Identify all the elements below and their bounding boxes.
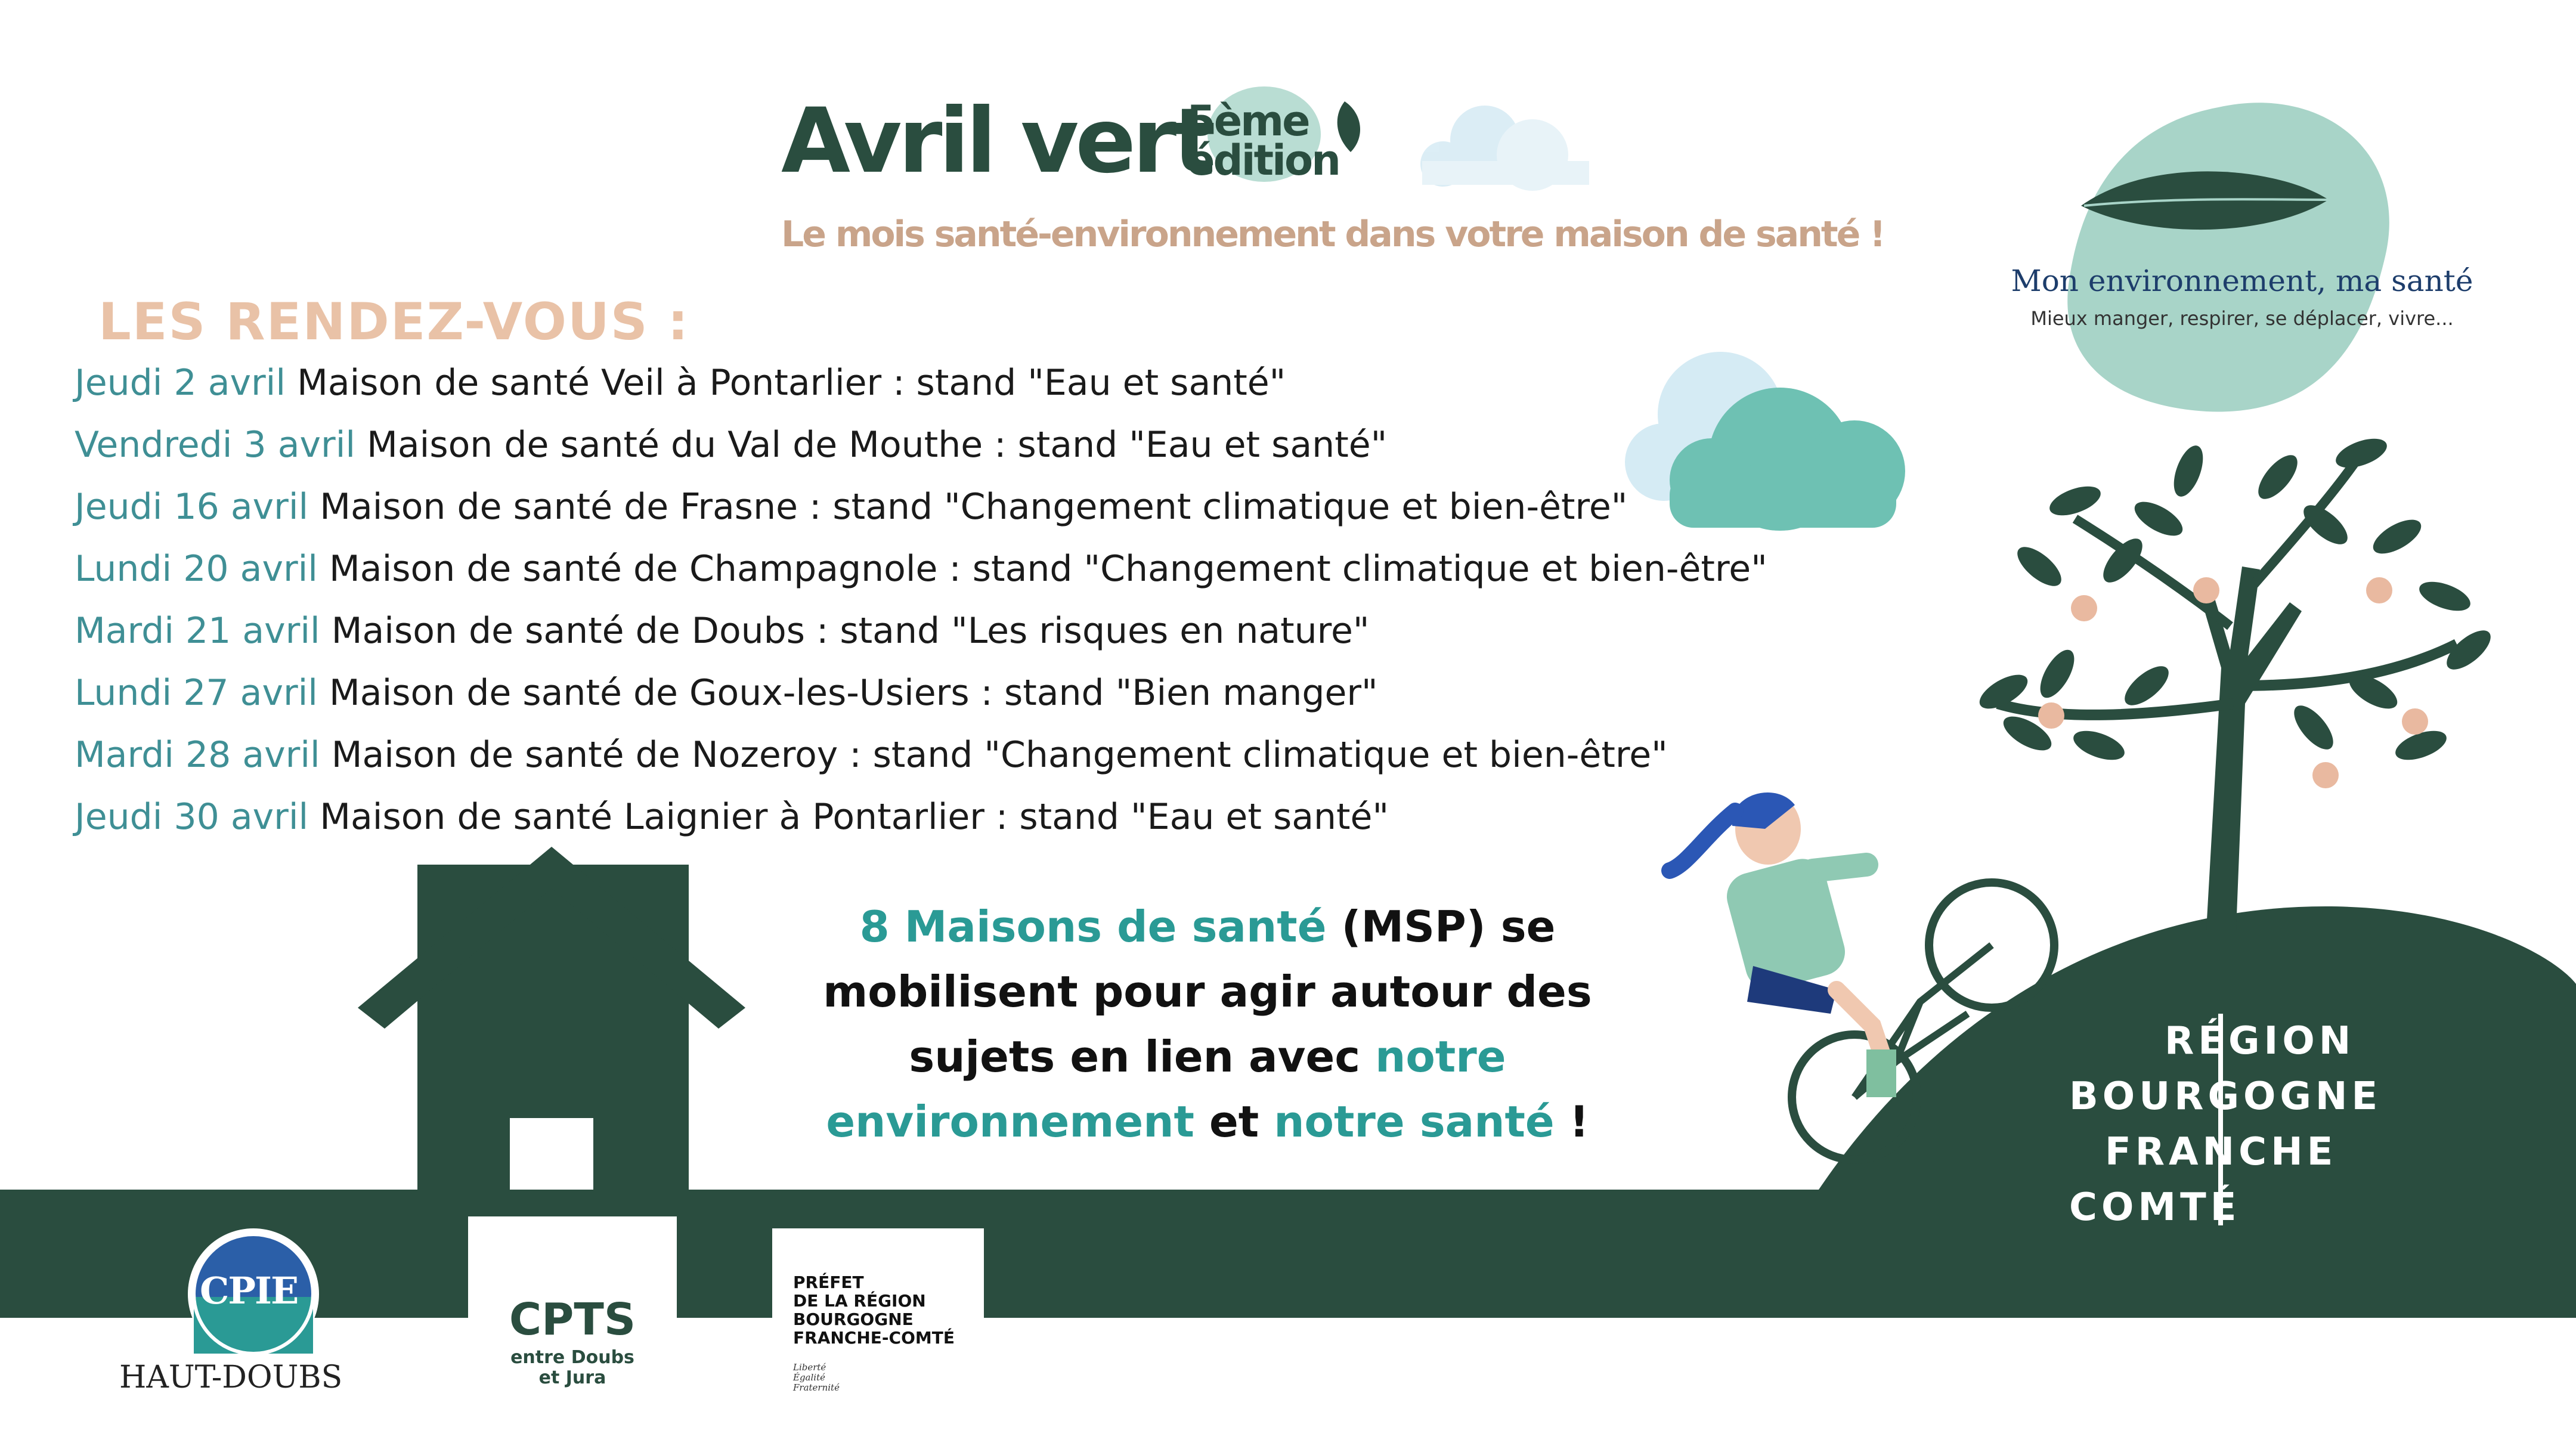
event-item xyxy=(75,600,1983,662)
region-line-1: RÉGION xyxy=(2165,1019,2355,1063)
motto-line: Fraternité xyxy=(793,1382,840,1393)
edition-line-1: 5ème xyxy=(1187,97,1309,145)
prefet-motto xyxy=(793,1363,840,1393)
prefet-line: DE LA RÉGION xyxy=(793,1291,926,1311)
event-text: Maison de santé de Nozeroy : stand "Changement climatique et bien-être" xyxy=(320,734,1668,776)
edition-line-2: édition xyxy=(1187,136,1339,185)
event-item xyxy=(75,414,1983,476)
event-item xyxy=(75,724,1983,786)
event-item xyxy=(75,786,1983,848)
cpie-label: HAUT-DOUBS xyxy=(119,1360,343,1395)
motto-line: Égalité xyxy=(793,1372,825,1383)
event-date: Jeudi 30 avril xyxy=(75,796,309,838)
edition-label xyxy=(1187,97,1339,185)
event-date: Mardi 21 avril xyxy=(75,610,320,652)
event-item xyxy=(75,352,1983,414)
cpts-name: CPTS xyxy=(509,1294,636,1345)
cloud-icon xyxy=(1420,106,1589,191)
msp-message xyxy=(775,894,1640,1154)
prefet-text xyxy=(793,1273,955,1347)
event-date: Lundi 27 avril xyxy=(75,672,318,714)
cpts-sub-line-2: et Jura xyxy=(538,1367,606,1388)
region-logo xyxy=(2069,1014,2382,1236)
msp-text: (MSP) se mobilisent pour agir autour des sujets en lien avec xyxy=(823,902,1592,1082)
motto-line: Liberté xyxy=(793,1362,826,1373)
event-text: Maison de santé Laignier à Pontarlier : stand "Eau et santé" xyxy=(308,796,1389,838)
cpts-sub-line-1: entre Doubs xyxy=(510,1347,634,1368)
event-date: Mardi 28 avril xyxy=(75,734,320,776)
event-text: Maison de santé de Champagnole : stand "Changement climatique et bien-être" xyxy=(317,548,1767,590)
event-text: Maison de santé Veil à Pontarlier : stand "Eau et santé" xyxy=(286,362,1286,404)
event-item xyxy=(75,476,1983,538)
house-icon xyxy=(358,847,745,1199)
prefet-line: BOURGOGNE xyxy=(793,1309,914,1329)
region-line-2: BOURGOGNE xyxy=(2069,1075,2382,1119)
event-date: Vendredi 3 avril xyxy=(75,424,356,466)
badge-subtitle: Mieux manger, respirer, se déplacer, vivre... xyxy=(2030,307,2454,330)
event-text: Maison de santé de Doubs : stand "Les risques en nature" xyxy=(320,610,1370,652)
event-date: Lundi 20 avril xyxy=(75,548,318,590)
page-title: Avril vert xyxy=(781,89,1212,193)
event-item xyxy=(75,662,1983,724)
msp-highlight-environment: notre environnement xyxy=(826,1032,1506,1147)
leaf-icon xyxy=(1337,101,1360,152)
badge-title: Mon environnement, ma santé xyxy=(2011,264,2473,298)
badge-blob xyxy=(2067,103,2389,411)
cpie-letters: CPIE xyxy=(200,1269,298,1312)
event-text: Maison de santé du Val de Mouthe : stand "Eau et santé" xyxy=(355,424,1388,466)
msp-text-and: et xyxy=(1194,1097,1274,1147)
region-line-3: FRANCHE xyxy=(2105,1130,2337,1174)
page-subtitle: Le mois santé-environnement dans votre maison de santé ! xyxy=(781,213,1884,255)
event-list xyxy=(75,352,1983,848)
event-date: Jeudi 2 avril xyxy=(75,362,286,404)
event-item xyxy=(75,538,1983,600)
prefet-line: FRANCHE-COMTÉ xyxy=(793,1328,955,1348)
cpts-subtitle xyxy=(468,1348,677,1388)
region-line-4: COMTÉ xyxy=(2069,1185,2241,1230)
tree-icon xyxy=(1974,433,2497,930)
rendezvous-heading: LES RENDEZ-VOUS : xyxy=(98,292,690,352)
prefet-line: PRÉFET xyxy=(793,1272,864,1292)
msp-highlight-health: notre santé xyxy=(1274,1097,1555,1147)
event-date: Jeudi 16 avril xyxy=(75,486,309,528)
msp-count: 8 Maisons de santé xyxy=(859,902,1327,952)
event-text: Maison de santé de Goux-les-Usiers : stand "Bien manger" xyxy=(317,672,1378,714)
event-text: Maison de santé de Frasne : stand "Changement climatique et bien-être" xyxy=(308,486,1628,528)
msp-text-end: ! xyxy=(1554,1097,1589,1147)
